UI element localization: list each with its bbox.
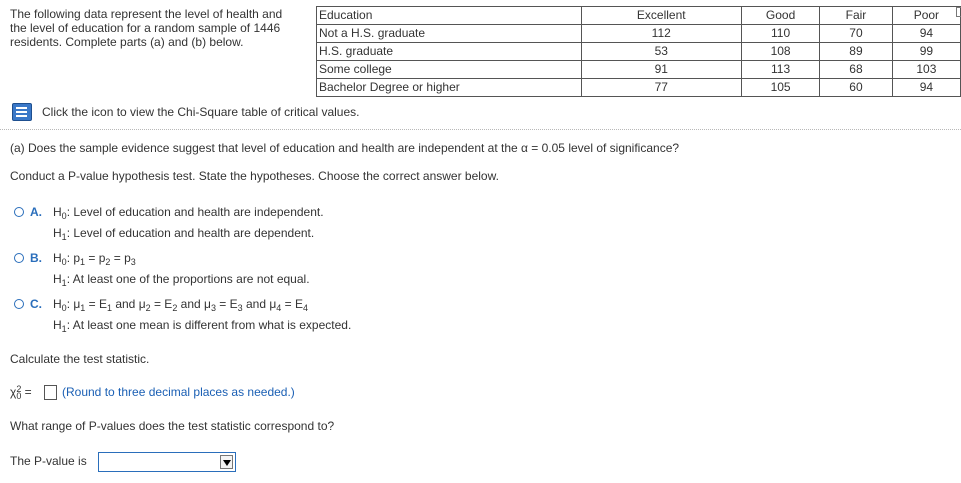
chi-square-link-row xyxy=(12,103,359,121)
option-c-h0: $H_0$: $\mu_1 = E_1$ and $\mu_2 = E_2$ and $\mu_3 = E_3$ and $\mu_4 = E_4$ xyxy=(53,297,308,313)
table-cell: 68 xyxy=(820,61,893,79)
table-cell: 103 xyxy=(892,61,960,79)
option-b-radio[interactable] xyxy=(14,253,24,263)
pvalue-label: The P-value is xyxy=(10,454,87,468)
table-cell: 91 xyxy=(581,61,742,79)
table-cell: 94 xyxy=(892,79,960,97)
radio-circle[interactable] xyxy=(14,253,24,263)
option-b-h1-text: At least one of the proportions are not equal. xyxy=(72,272,310,286)
option-a-h1-text: Level of education and health are dependent. xyxy=(73,226,315,240)
table-cell: 53 xyxy=(581,43,742,61)
table-cell: 77 xyxy=(581,79,742,97)
option-b-h1: $H_1$: At least one of the proportions are not equal. xyxy=(53,272,310,288)
table-cell: 110 xyxy=(742,25,820,43)
intro-line-2: the level of education for a random sample of 1446 xyxy=(10,21,281,35)
table-header-row xyxy=(317,7,961,25)
table-header-col: Good xyxy=(742,7,820,25)
table-cell: 112 xyxy=(581,25,742,43)
test-statistic-input[interactable] xyxy=(44,385,57,400)
option-b-h0: $H_0$: $p_1 = p_2 = p_3$ xyxy=(53,251,136,267)
table-row xyxy=(317,61,961,79)
pvalue-select[interactable] xyxy=(98,452,236,472)
option-a-letter: A. xyxy=(30,205,42,219)
table-header-col: Excellent xyxy=(581,7,742,25)
question-a: (a) Does the sample evidence suggest that level of education and health are independent at the α = 0.05 level of significance? xyxy=(10,141,680,155)
chi-square-link-text: Click the icon to view the Chi-Square table of critical values. xyxy=(42,105,360,119)
option-c-radio[interactable] xyxy=(14,299,24,309)
option-a-radio[interactable] xyxy=(14,207,24,217)
row-label: Bachelor Degree or higher xyxy=(317,79,582,97)
option-a-h1: $H_1$: Level of education and health are dependent. xyxy=(53,226,315,242)
option-a-h0: $H_0$: Level of education and health are independent. xyxy=(53,205,324,221)
chi-square-symbol: $\chi^2_0$ = xyxy=(10,384,32,401)
table-header-col: Poor xyxy=(892,7,960,25)
section-divider xyxy=(0,129,961,131)
radio-circle[interactable] xyxy=(14,207,24,217)
table-row xyxy=(317,43,961,61)
intro-line-1: The following data represent the level of health and xyxy=(10,7,283,21)
table-cell: 60 xyxy=(820,79,893,97)
health-education-table xyxy=(316,6,961,97)
option-a-h0-text: Level of education and health are independent. xyxy=(73,205,324,219)
option-b-letter: B. xyxy=(30,251,42,265)
intro-line-3: residents. Complete parts (a) and (b) below. xyxy=(10,35,244,49)
calc-prompt: Calculate the test statistic. xyxy=(10,352,150,366)
corner-marker xyxy=(956,7,961,17)
row-label: H.S. graduate xyxy=(317,43,582,61)
dropdown-arrow-icon[interactable] xyxy=(220,455,233,469)
round-hint: (Round to three decimal places as needed.) xyxy=(62,385,295,399)
option-c-h1-text: At least one mean is different from what is expected. xyxy=(72,318,352,332)
option-c-h1: $H_1$: At least one mean is different from what is expected. xyxy=(53,318,352,334)
radio-circle[interactable] xyxy=(14,299,24,309)
instruction-text: Conduct a P-value hypothesis test. State the hypotheses. Choose the correct answer below. xyxy=(10,169,499,183)
row-label: Some college xyxy=(317,61,582,79)
table-row xyxy=(317,79,961,97)
chi-square-table-icon[interactable] xyxy=(12,103,32,121)
table-cell: 113 xyxy=(742,61,820,79)
table-cell: 94 xyxy=(892,25,960,43)
table-header-education: Education xyxy=(317,7,582,25)
table-row xyxy=(317,25,961,43)
row-label: Not a H.S. graduate xyxy=(317,25,582,43)
option-c-letter: C. xyxy=(30,297,42,311)
table-cell: 105 xyxy=(742,79,820,97)
problem-intro xyxy=(10,7,310,49)
table-cell: 70 xyxy=(820,25,893,43)
pvalue-question: What range of P-values does the test statistic correspond to? xyxy=(10,419,335,433)
table-header-col: Fair xyxy=(820,7,893,25)
table-cell: 108 xyxy=(742,43,820,61)
table-cell: 89 xyxy=(820,43,893,61)
table-cell: 99 xyxy=(892,43,960,61)
